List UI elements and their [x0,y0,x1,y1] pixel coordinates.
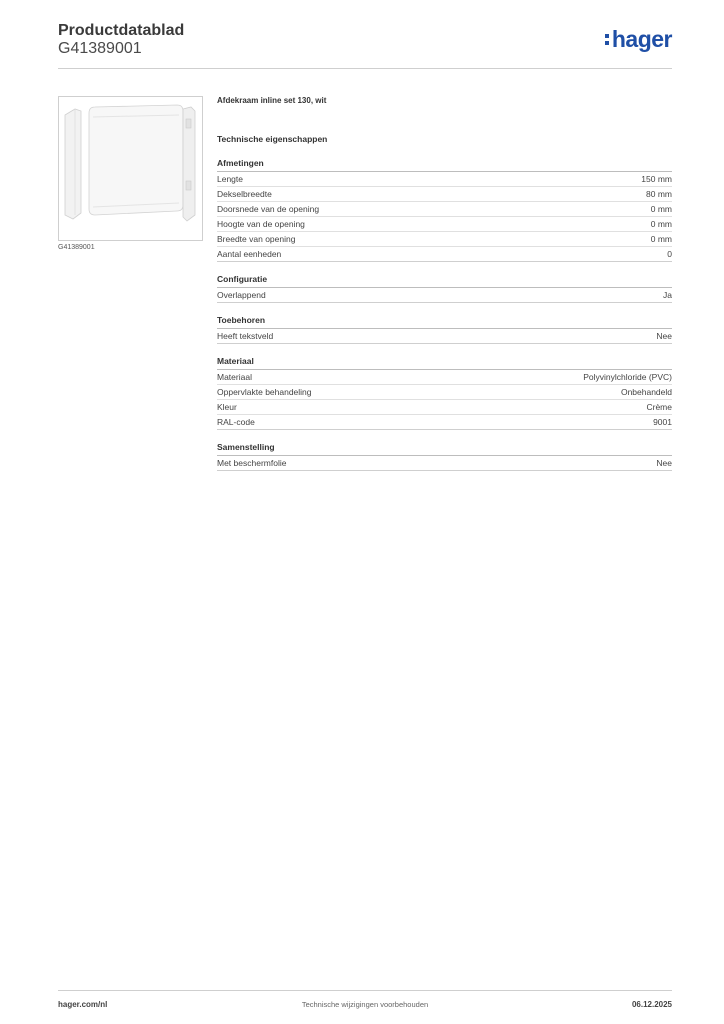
group-title: Toebehoren [217,315,672,329]
spec-row [217,370,672,385]
spec-label: Met beschermfolie [217,458,287,468]
spec-label: RAL-code [217,417,255,427]
spec-row [217,217,672,232]
logo-text: hager [611,26,672,52]
group-title: Samenstelling [217,442,672,456]
spec-value: 0 mm [650,234,672,244]
website-link[interactable]: hager.com/nl [58,1000,108,1009]
spec-value: Nee [656,458,672,468]
spec-row [217,385,672,400]
spec-group-configuratie [217,274,672,303]
specifications [217,96,672,471]
spec-label: Kleur [217,402,237,412]
product-code: G41389001 [58,40,142,57]
spec-row [217,187,672,202]
spec-row [217,288,672,303]
footer-notice: Technische wijzigingen voorbehouden [301,1000,429,1009]
group-title: Configuratie [217,274,672,288]
spec-label: Hoogte van de opening [217,219,305,229]
group-title: Materiaal [217,356,672,370]
spec-value: 80 mm [646,189,672,199]
spec-value: 9001 [653,417,672,427]
spec-value: 0 mm [650,219,672,229]
section-title: Technische eigenschappen [217,134,328,144]
spec-label: Doorsnede van de opening [217,204,320,214]
spec-value: Ja [663,290,672,300]
page-header [58,22,672,69]
group-title: Afmetingen [217,158,672,172]
spec-row [217,232,672,247]
spec-group-toebehoren [217,315,672,344]
spec-value: 150 mm [641,174,672,184]
spec-row [217,202,672,217]
logo-dots-icon [605,26,612,48]
spec-label: Materiaal [217,372,252,382]
hager-logo [605,26,672,53]
spec-label: Overlappend [217,290,266,300]
spec-label: Aantal eenheden [217,249,282,259]
spec-value: Crème [646,402,672,412]
spec-row [217,247,672,262]
spec-row [217,172,672,187]
spec-group-afmetingen [217,158,672,262]
spec-group-materiaal [217,356,672,430]
spec-value: Onbehandeld [620,387,672,397]
spec-value: 0 mm [650,204,672,214]
product-name: Afdekraam inline set 130, wit [217,96,327,105]
spec-label: Lengte [217,174,243,184]
spec-value: Nee [656,331,672,341]
page-footer [58,990,672,1017]
product-image [58,96,203,241]
spec-row [217,415,672,430]
product-illustration [59,97,202,240]
spec-label: Oppervlakte behandeling [217,387,312,397]
spec-value: 0 [667,249,672,259]
spec-value: Polyvinylchloride (PVC) [583,372,672,382]
image-caption: G41389001 [58,244,95,251]
spec-row [217,400,672,415]
document-title: Productdatablad [58,22,185,39]
spec-row [217,329,672,344]
spec-group-samenstelling [217,442,672,471]
footer-date: 06.12.2025 [631,1000,672,1009]
spec-label: Breedte van opening [217,234,296,244]
spec-label: Dekselbreedte [217,189,272,199]
spec-row [217,456,672,471]
spec-label: Heeft tekstveld [217,331,274,341]
